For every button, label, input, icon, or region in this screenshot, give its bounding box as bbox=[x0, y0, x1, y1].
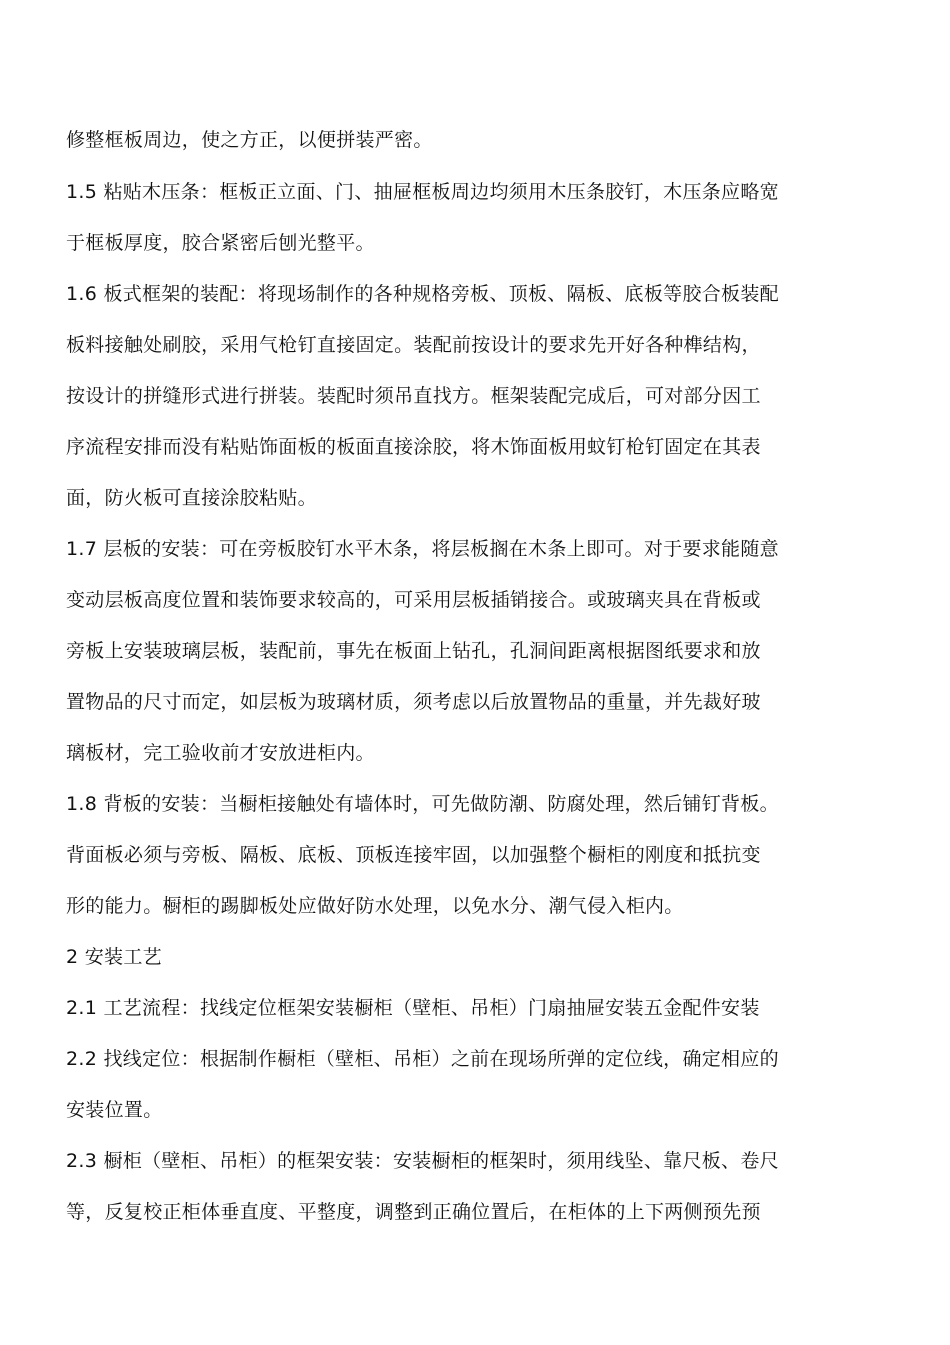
text-line: 2.1 工艺流程：找线定位框架安装橱柜（壁柜、吊柜）门扇抽屉安装五金配件安装 bbox=[66, 997, 760, 1019]
text-line: 2.3 橱柜（壁柜、吊柜）的框架安装：安装橱柜的框架时，须用线坠、靠尺板、卷尺 bbox=[66, 1150, 779, 1172]
text-line: 置物品的尺寸而定，如层板为玻璃材质，须考虑以后放置物品的重量，并先裁好玻 bbox=[66, 691, 761, 713]
text-line: 按设计的拼缝形式进行拼装。装配时须吊直找方。框架装配完成后，可对部分因工 bbox=[66, 385, 761, 407]
text-line: 面，防火板可直接涂胶粘贴。 bbox=[66, 487, 317, 509]
text-line: 1.6 板式框架的装配：将现场制作的各种规格旁板、顶板、隔板、底板等胶合板装配 bbox=[66, 283, 779, 305]
text-line: 1.8 背板的安装：当橱柜接触处有墙体时，可先做防潮、防腐处理，然后铺钉背板。 bbox=[66, 793, 779, 815]
text-line: 旁板上安装玻璃层板，装配前，事先在板面上钻孔，孔洞间距离根据图纸要求和放 bbox=[66, 640, 761, 662]
text-line: 1.5 粘贴木压条：框板正立面、门、抽屉框板周边均须用木压条胶钉，木压条应略宽 bbox=[66, 181, 779, 203]
text-line: 序流程安排而没有粘贴饰面板的板面直接涂胶，将木饰面板用蚊钉枪钉固定在其表 bbox=[66, 436, 761, 458]
text-line: 安装位置。 bbox=[66, 1099, 163, 1121]
text-line: 2.2 找线定位：根据制作橱柜（壁柜、吊柜）之前在现场所弹的定位线，确定相应的 bbox=[66, 1048, 779, 1070]
text-line: 修整框板周边，使之方正，以便拼装严密。 bbox=[66, 129, 433, 151]
text-line: 等，反复校正柜体垂直度、平整度，调整到正确位置后，在柜体的上下两侧预先预 bbox=[66, 1201, 761, 1223]
text-line: 1.7 层板的安装：可在旁板胶钉水平木条，将层板搁在木条上即可。对于要求能随意 bbox=[66, 538, 779, 560]
text-line: 变动层板高度位置和装饰要求较高的，可采用层板插销接合。或玻璃夹具在背板或 bbox=[66, 589, 761, 611]
text-line: 璃板材，完工验收前才安放进柜内。 bbox=[66, 742, 375, 764]
text-line: 于框板厚度，胶合紧密后刨光整平。 bbox=[66, 232, 375, 254]
text-line: 形的能力。橱柜的踢脚板处应做好防水处理，以免水分、潮气侵入柜内。 bbox=[66, 895, 684, 917]
section-heading: 2 安装工艺 bbox=[66, 946, 162, 968]
text-line: 背面板必须与旁板、隔板、底板、顶板连接牢固，以加强整个橱柜的刚度和抵抗变 bbox=[66, 844, 761, 866]
text-line: 板料接触处刷胶，采用气枪钉直接固定。装配前按设计的要求先开好各种榫结构， bbox=[66, 334, 761, 356]
